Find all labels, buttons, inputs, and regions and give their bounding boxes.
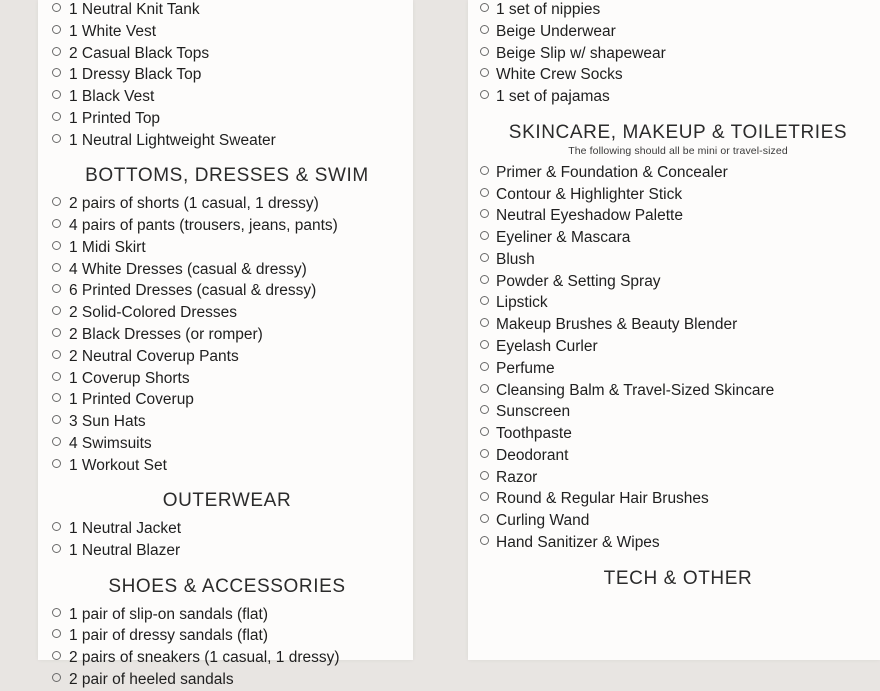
list-item[interactable] [480, 446, 876, 467]
list-item[interactable] [52, 648, 402, 669]
list-item[interactable] [52, 369, 402, 390]
list-item-label: Lipstick [496, 294, 548, 312]
list-item[interactable] [52, 281, 402, 302]
circle-bullet-icon[interactable] [52, 328, 61, 337]
circle-bullet-icon[interactable] [480, 188, 489, 197]
circle-bullet-icon[interactable] [52, 90, 61, 99]
list-item[interactable] [480, 359, 876, 380]
list-item-label: 4 pairs of pants (trousers, jeans, pants) [69, 217, 338, 235]
list-item-label: 2 pairs of sneakers (1 casual, 1 dressy) [69, 649, 340, 667]
list-item-label: 3 Sun Hats [69, 413, 146, 431]
tops-list-continued-block [52, 0, 402, 151]
circle-bullet-icon[interactable] [480, 3, 489, 12]
list-item-label: Perfume [496, 359, 555, 377]
list-item[interactable] [480, 468, 876, 489]
circle-bullet-icon[interactable] [52, 629, 61, 638]
list-item[interactable] [480, 337, 876, 358]
circle-bullet-icon[interactable] [52, 651, 61, 660]
section-shoes-accessories [52, 576, 402, 691]
list-item-label: Deodorant [496, 446, 569, 464]
list-item[interactable] [480, 0, 876, 21]
circle-bullet-icon[interactable] [52, 437, 61, 446]
circle-bullet-icon[interactable] [480, 253, 489, 262]
circle-bullet-icon[interactable] [480, 536, 489, 545]
list-item-label: Powder & Setting Spray [496, 272, 661, 290]
list-item-label: 1 pair of dressy sandals (flat) [69, 627, 269, 645]
circle-bullet-icon[interactable] [52, 263, 61, 272]
skincare-makeup-toiletries-list [480, 163, 876, 554]
list-item[interactable] [52, 131, 402, 152]
circle-bullet-icon[interactable] [52, 393, 61, 402]
list-item-label: Cleansing Balm & Travel-Sized Skincare [496, 381, 775, 399]
list-item-label: 2 pairs of shorts (1 casual, 1 dressy) [69, 195, 319, 213]
list-item[interactable] [52, 22, 402, 43]
list-item-label: 1 pair of slip-on sandals (flat) [69, 605, 269, 623]
list-item-label: 1 Workout Set [69, 456, 167, 474]
circle-bullet-icon[interactable] [52, 197, 61, 206]
list-item[interactable] [480, 22, 876, 43]
tops-list-continued [52, 0, 402, 151]
circle-bullet-icon[interactable] [480, 25, 489, 34]
list-item[interactable] [52, 0, 402, 21]
list-item[interactable] [52, 434, 402, 455]
list-item-label: Eyeliner & Mascara [496, 229, 631, 247]
list-item-label: 2 Solid-Colored Dresses [69, 304, 237, 322]
outerwear-list [52, 519, 402, 561]
list-item-label: Curling Wand [496, 512, 590, 530]
list-item-label: 1 set of nippies [496, 1, 601, 18]
list-item[interactable] [480, 402, 876, 423]
circle-bullet-icon[interactable] [480, 384, 489, 393]
list-item-label: Makeup Brushes & Beauty Blender [496, 316, 738, 334]
list-item-label: 1 Printed Coverup [69, 391, 194, 409]
list-item-label: 6 Printed Dresses (casual & dressy) [69, 282, 317, 300]
circle-bullet-icon[interactable] [52, 544, 61, 553]
list-item-label: 2 Neutral Coverup Pants [69, 347, 239, 365]
list-item[interactable] [52, 44, 402, 65]
list-item-label: Razor [496, 468, 538, 486]
circle-bullet-icon[interactable] [52, 112, 61, 121]
circle-bullet-icon[interactable] [480, 90, 489, 99]
circle-bullet-icon[interactable] [52, 284, 61, 293]
right-column [480, 0, 876, 660]
list-item[interactable] [480, 228, 876, 249]
circle-bullet-icon[interactable] [480, 427, 489, 436]
list-item-label: Blush [496, 250, 535, 268]
shoes-accessories-list [52, 605, 402, 691]
list-item[interactable] [52, 303, 402, 324]
list-item-label: Hand Sanitizer & Wipes [496, 534, 660, 551]
list-item-label: 1 set of pajamas [496, 88, 610, 106]
circle-bullet-icon[interactable] [480, 405, 489, 414]
list-item[interactable] [52, 541, 402, 562]
list-item-label: White Crew Socks [496, 66, 623, 84]
circle-bullet-icon[interactable] [52, 673, 61, 682]
list-item[interactable] [52, 238, 402, 259]
list-item[interactable] [52, 347, 402, 368]
circle-bullet-icon[interactable] [480, 296, 489, 305]
circle-bullet-icon[interactable] [52, 219, 61, 228]
left-column [52, 0, 402, 688]
circle-bullet-icon[interactable] [480, 492, 489, 501]
circle-bullet-icon[interactable] [52, 459, 61, 468]
circle-bullet-icon[interactable] [480, 47, 489, 56]
list-item-label: 1 White Vest [69, 22, 157, 40]
circle-bullet-icon[interactable] [52, 47, 61, 56]
list-item[interactable] [52, 194, 402, 215]
circle-bullet-icon[interactable] [52, 522, 61, 531]
section-heading: OUTERWEAR [162, 490, 292, 512]
circle-bullet-icon[interactable] [480, 471, 489, 480]
list-item[interactable] [52, 109, 402, 130]
list-item-label: 1 Neutral Lightweight Sweater [69, 131, 276, 149]
undergarments-list-continued [480, 0, 876, 108]
list-item[interactable] [480, 293, 876, 314]
list-item[interactable] [52, 390, 402, 411]
list-item-label: 1 Coverup Shorts [69, 369, 190, 387]
list-item-label: 1 Neutral Knit Tank [69, 1, 200, 18]
list-item-label: Beige Slip w/ shapewear [496, 44, 666, 62]
list-item[interactable] [52, 626, 402, 647]
list-item-label: Eyelash Curler [496, 337, 598, 355]
circle-bullet-icon[interactable] [52, 350, 61, 359]
list-item-label: 1 Dressy Black Top [69, 66, 202, 84]
circle-bullet-icon[interactable] [52, 372, 61, 381]
list-item[interactable] [480, 185, 876, 206]
list-item-label: Round & Regular Hair Brushes [496, 490, 709, 508]
list-item[interactable] [480, 163, 876, 184]
list-item[interactable] [52, 412, 402, 433]
circle-bullet-icon[interactable] [480, 275, 489, 284]
list-item[interactable] [52, 325, 402, 346]
circle-bullet-icon[interactable] [480, 514, 489, 523]
circle-bullet-icon[interactable] [52, 241, 61, 250]
section-outerwear [52, 490, 402, 561]
circle-bullet-icon[interactable] [480, 231, 489, 240]
list-item[interactable] [480, 87, 876, 108]
section-heading: SKINCARE, MAKEUP & TOILETRIES [508, 121, 848, 143]
section-bottoms-dresses-swim [52, 165, 402, 476]
list-item-label: 4 White Dresses (casual & dressy) [69, 260, 307, 278]
circle-bullet-icon[interactable] [480, 362, 489, 371]
list-item-label: 2 Black Dresses (or romper) [69, 325, 263, 343]
section-subheading: The following should all be mini or travel-sized [568, 144, 788, 157]
list-item-label: Toothpaste [496, 425, 572, 443]
circle-bullet-icon[interactable] [52, 25, 61, 34]
list-item[interactable] [52, 670, 402, 691]
list-item[interactable] [480, 272, 876, 293]
section-skincare-makeup-toiletries [480, 122, 876, 554]
list-item-label: Sunscreen [496, 403, 571, 421]
circle-bullet-icon[interactable] [480, 318, 489, 327]
circle-bullet-icon[interactable] [52, 608, 61, 617]
circle-bullet-icon[interactable] [52, 68, 61, 77]
list-item[interactable] [52, 605, 402, 626]
list-item-label: 2 pair of heeled sandals [69, 670, 234, 688]
circle-bullet-icon[interactable] [480, 166, 489, 175]
list-item[interactable] [480, 44, 876, 65]
list-item[interactable] [480, 424, 876, 445]
list-item-label: Beige Underwear [496, 22, 616, 40]
list-item[interactable] [52, 216, 402, 237]
section-tech-other [480, 568, 876, 590]
list-item[interactable] [480, 206, 876, 227]
list-item[interactable] [52, 456, 402, 477]
circle-bullet-icon[interactable] [52, 134, 61, 143]
list-item[interactable] [52, 519, 402, 540]
section-heading: BOTTOMS, DRESSES & SWIM [85, 165, 369, 187]
circle-bullet-icon[interactable] [480, 340, 489, 349]
section-heading: SHOES & ACCESSORIES [108, 575, 346, 597]
undergarments-list-continued-block [480, 0, 876, 108]
list-item[interactable] [480, 511, 876, 532]
list-item-label: 1 Neutral Blazer [69, 542, 181, 560]
list-item-label: 4 Swimsuits [69, 434, 152, 452]
list-item-label: Contour & Highlighter Stick [496, 185, 683, 203]
list-item[interactable] [52, 87, 402, 108]
section-heading: TECH & OTHER [603, 567, 753, 589]
list-item-label: 1 Midi Skirt [69, 238, 146, 256]
list-item[interactable] [480, 489, 876, 510]
list-item-label: 1 Printed Top [69, 109, 161, 127]
list-item-label: 1 Black Vest [69, 88, 155, 106]
list-item[interactable] [52, 65, 402, 86]
list-item-label: Primer & Foundation & Concealer [496, 163, 728, 181]
list-item-label: 2 Casual Black Tops [69, 44, 210, 62]
list-item[interactable] [480, 315, 876, 336]
circle-bullet-icon[interactable] [52, 3, 61, 12]
list-item-label: Neutral Eyeshadow Palette [496, 207, 683, 225]
list-item[interactable] [480, 381, 876, 402]
list-item[interactable] [480, 65, 876, 86]
circle-bullet-icon[interactable] [52, 415, 61, 424]
list-item[interactable] [480, 250, 876, 271]
list-item-label: 1 Neutral Jacket [69, 520, 181, 538]
circle-bullet-icon[interactable] [480, 449, 489, 458]
circle-bullet-icon[interactable] [480, 209, 489, 218]
list-item[interactable] [480, 533, 876, 554]
bottoms-dresses-swim-list [52, 194, 402, 476]
circle-bullet-icon[interactable] [480, 68, 489, 77]
list-item[interactable] [52, 260, 402, 281]
circle-bullet-icon[interactable] [52, 306, 61, 315]
